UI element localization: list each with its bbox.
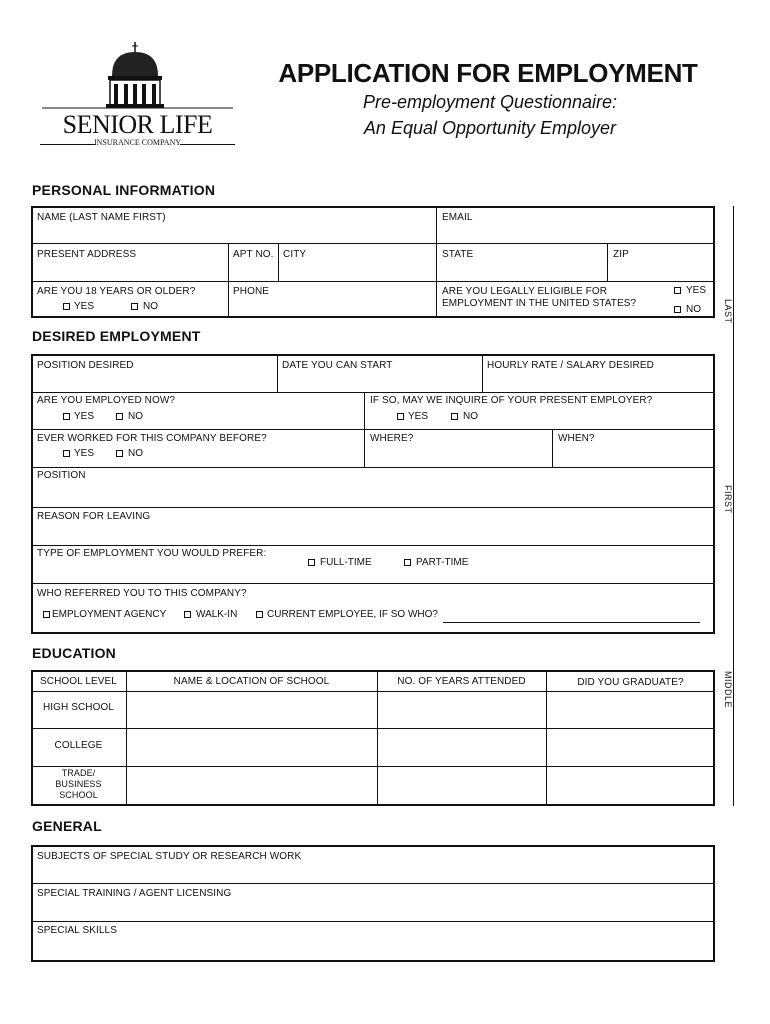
current-employee-checkbox[interactable] xyxy=(256,611,263,618)
side-label-first: FIRST xyxy=(723,485,733,514)
col-school-level: SCHOOL LEVEL xyxy=(40,676,117,687)
agency-checkbox[interactable] xyxy=(43,611,50,618)
personal-info-heading: PERSONAL INFORMATION xyxy=(32,182,216,198)
inquire-question: IF SO, MAY WE INQUIRE OF YOUR PRESENT EMPLOYER? xyxy=(370,395,653,406)
general-section xyxy=(31,845,715,962)
reason-for-leaving-field[interactable]: REASON FOR LEAVING xyxy=(37,511,151,522)
col-school-name: NAME & LOCATION OF SCHOOL xyxy=(173,676,330,687)
age-no-label: NO xyxy=(143,301,158,312)
position-desired-field[interactable]: POSITION DESIRED xyxy=(37,360,134,371)
state-field[interactable]: STATE xyxy=(442,249,474,260)
row-college: COLLEGE xyxy=(54,740,103,751)
side-label-last: LAST xyxy=(723,299,733,324)
special-training-field[interactable]: SPECIAL TRAINING / AGENT LICENSING xyxy=(37,888,232,899)
email-field[interactable]: EMAIL xyxy=(442,212,473,223)
city-field[interactable]: CITY xyxy=(283,249,307,260)
zip-field[interactable]: ZIP xyxy=(613,249,629,260)
agency-label: EMPLOYMENT AGENCY xyxy=(52,609,167,620)
education-heading: EDUCATION xyxy=(32,645,116,661)
logo-name: SENIOR LIFE xyxy=(62,110,213,139)
where-field[interactable]: WHERE? xyxy=(370,433,414,444)
name-field[interactable]: NAME (LAST NAME FIRST) xyxy=(37,212,166,223)
age-no-checkbox[interactable] xyxy=(131,303,138,310)
inquire-no-checkbox[interactable] xyxy=(451,413,458,420)
walkin-label: WALK-IN xyxy=(196,609,238,620)
apt-field[interactable]: APT NO. xyxy=(233,249,274,260)
row-trade-line3: SCHOOL xyxy=(59,790,98,800)
part-time-label: PART-TIME xyxy=(416,557,469,568)
walkin-checkbox[interactable] xyxy=(184,611,191,618)
eligible-question-line1: ARE YOU LEGALLY ELIGIBLE FOR xyxy=(442,286,608,297)
side-fold-line xyxy=(733,206,734,806)
full-time-label: FULL-TIME xyxy=(320,557,372,568)
salary-field[interactable]: HOURLY RATE / SALARY DESIRED xyxy=(487,360,654,371)
age-question: ARE YOU 18 YEARS OR OLDER? xyxy=(37,286,196,297)
worked-yes-label: YES xyxy=(74,448,95,459)
employed-no-checkbox[interactable] xyxy=(116,413,123,420)
previous-position-field[interactable]: POSITION xyxy=(37,470,86,481)
eligible-no-label: NO xyxy=(686,304,701,315)
side-label-middle: MIDDLE xyxy=(723,671,733,709)
employed-yes-checkbox[interactable] xyxy=(63,413,70,420)
desired-employment-heading: DESIRED EMPLOYMENT xyxy=(32,328,201,344)
general-heading: GENERAL xyxy=(32,818,102,834)
inquire-yes-checkbox[interactable] xyxy=(397,413,404,420)
eligible-yes-checkbox[interactable] xyxy=(674,287,681,294)
special-skills-field[interactable]: SPECIAL SKILLS xyxy=(37,925,117,936)
inquire-no-label: NO xyxy=(463,411,478,422)
page-title: APPLICATION FOR EMPLOYMENT xyxy=(278,58,698,88)
row-high-school: HIGH SCHOOL xyxy=(42,702,115,713)
age-yes-checkbox[interactable] xyxy=(63,303,70,310)
referral-question: WHO REFERRED YOU TO THIS COMPANY? xyxy=(37,588,247,599)
eligible-no-checkbox[interactable] xyxy=(674,306,681,313)
employment-type-question: TYPE OF EMPLOYMENT YOU WOULD PREFER: xyxy=(37,548,267,559)
employed-yes-label: YES xyxy=(74,411,95,422)
page-subtitle-1: Pre-employment Questionnaire: xyxy=(362,92,618,112)
row-trade-line1: TRADE/ xyxy=(61,768,96,778)
age-yes-label: YES xyxy=(74,301,95,312)
referral-name-line[interactable] xyxy=(443,622,700,623)
logo-sub: INSURANCE COMPANY xyxy=(93,138,182,147)
full-time-checkbox[interactable] xyxy=(308,559,315,566)
company-logo xyxy=(40,40,235,150)
when-field[interactable]: WHEN? xyxy=(558,433,595,444)
worked-yes-checkbox[interactable] xyxy=(63,450,70,457)
special-study-field[interactable]: SUBJECTS OF SPECIAL STUDY OR RESEARCH WORK xyxy=(37,851,302,862)
phone-field[interactable]: PHONE xyxy=(233,286,270,297)
worked-before-question: EVER WORKED FOR THIS COMPANY BEFORE? xyxy=(37,433,267,444)
employed-question: ARE YOU EMPLOYED NOW? xyxy=(37,395,176,406)
page-subtitle-2: An Equal Opportunity Employer xyxy=(363,118,617,138)
eligible-yes-label: YES xyxy=(686,285,707,296)
row-trade-line2: BUSINESS xyxy=(55,779,102,789)
part-time-checkbox[interactable] xyxy=(404,559,411,566)
address-field[interactable]: PRESENT ADDRESS xyxy=(37,249,137,260)
col-graduated: DID YOU GRADUATE? xyxy=(577,677,684,688)
current-employee-label: CURRENT EMPLOYEE, IF SO WHO? xyxy=(267,609,438,620)
worked-no-label: NO xyxy=(128,448,143,459)
building-dome-icon xyxy=(40,40,235,112)
col-years-attended: NO. OF YEARS ATTENDED xyxy=(397,676,526,687)
eligible-question-line2: EMPLOYMENT IN THE UNITED STATES? xyxy=(442,298,637,309)
start-date-field[interactable]: DATE YOU CAN START xyxy=(282,360,393,371)
worked-no-checkbox[interactable] xyxy=(116,450,123,457)
employed-no-label: NO xyxy=(128,411,143,422)
inquire-yes-label: YES xyxy=(408,411,429,422)
